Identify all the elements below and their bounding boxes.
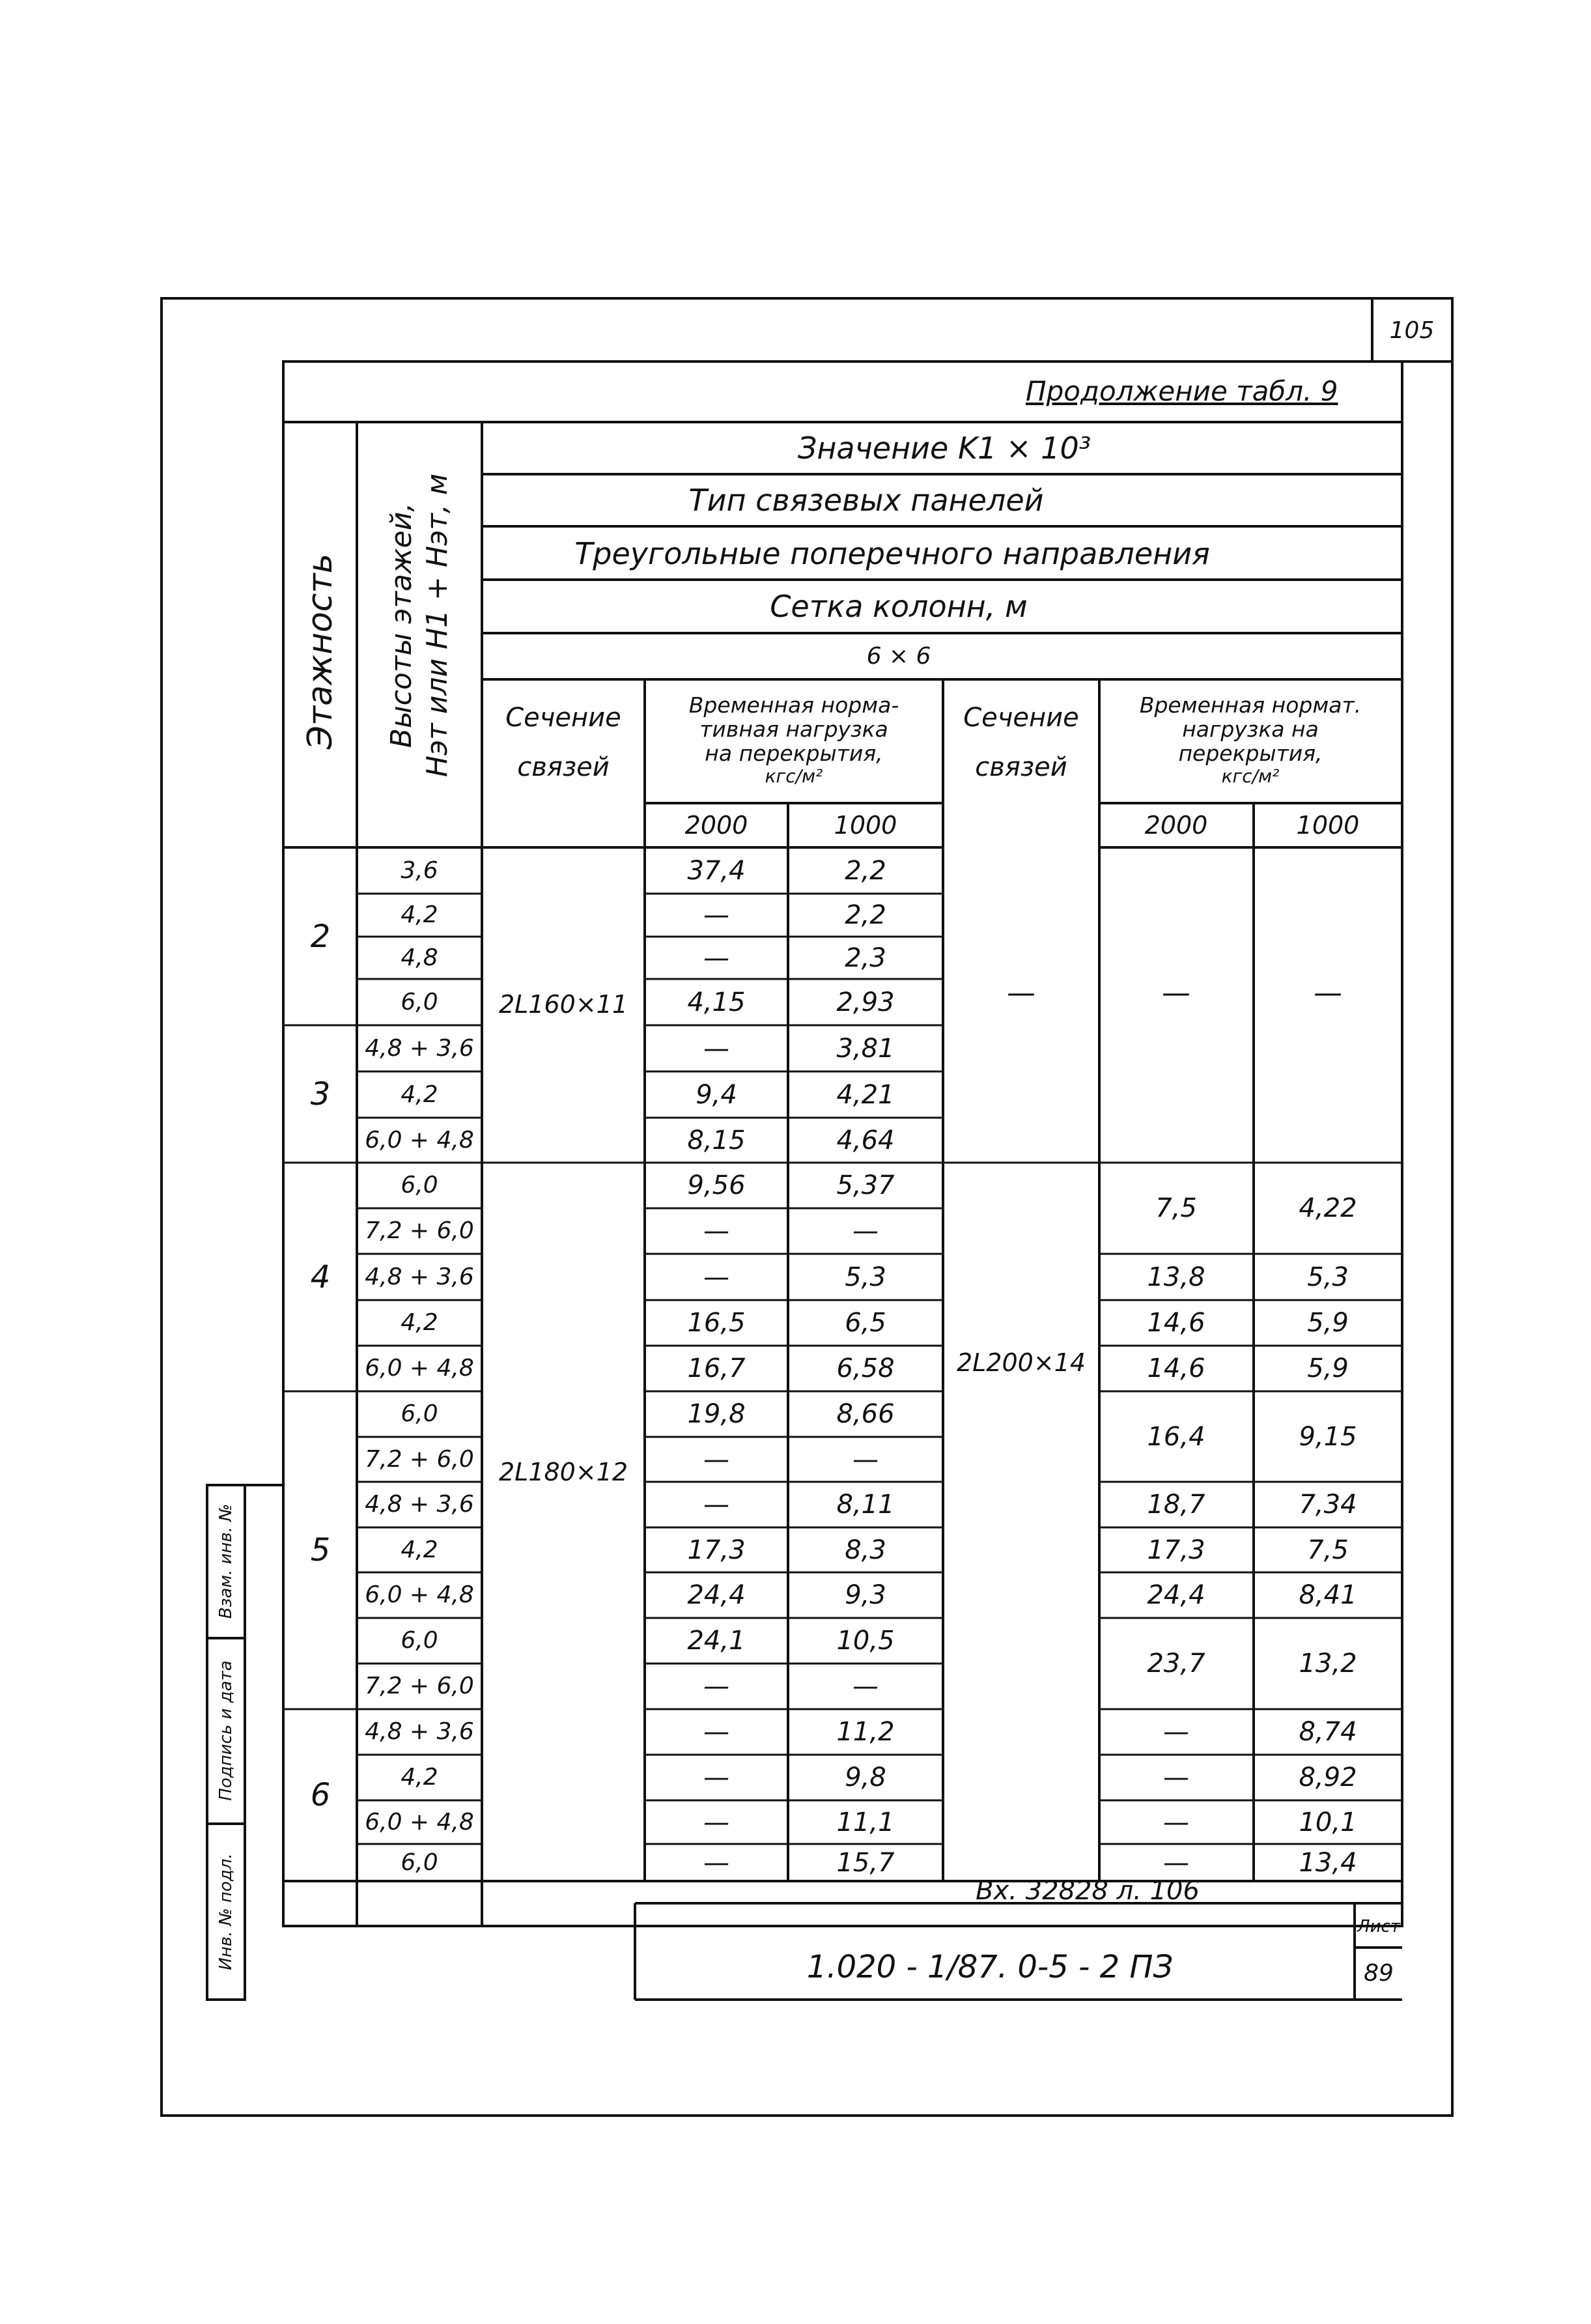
left-1000-value: 5,37: [836, 1170, 895, 1200]
load-1000-right: 1000: [1296, 811, 1360, 840]
section-header-left-line1: Сечение: [505, 703, 621, 733]
section-header-right-line2: связей: [975, 752, 1067, 782]
right-1000-value: 8,74: [1299, 1717, 1357, 1747]
page-number: 105: [1389, 317, 1435, 344]
col-header-floors: Этажность: [301, 553, 340, 750]
right-1000-value: 5,3: [1307, 1262, 1349, 1292]
left-1000-value: 8,11: [836, 1490, 895, 1520]
right-2000-value: 16,4: [1147, 1421, 1205, 1452]
load-2000-left: 2000: [684, 811, 748, 840]
left-2000-value: 16,5: [687, 1308, 746, 1338]
right-2000-value: 17,3: [1147, 1535, 1205, 1565]
left-2000-value: 24,1: [687, 1626, 746, 1656]
left-2000-value: —: [703, 1763, 729, 1793]
left-1000-value: 2,3: [845, 942, 886, 973]
stamp-sheet-label: Лист: [1357, 1917, 1400, 1936]
left-2000-value: —: [703, 1033, 729, 1064]
left-2000-value: 9,56: [687, 1170, 746, 1200]
left-1000-value: 8,3: [845, 1535, 886, 1565]
grid-title: Сетка колонн, м: [770, 589, 1028, 624]
side-strip-sign-label: Подпись и дата: [216, 1660, 236, 1801]
left-2000-value: —: [703, 1671, 729, 1701]
height-value: 4,8: [401, 944, 438, 971]
height-value: 7,2 + 6,0: [365, 1445, 474, 1473]
left-1000-value: 15,7: [836, 1847, 895, 1878]
floor-label: 5: [310, 1532, 331, 1568]
side-strip-inv-label: Инв. № подл.: [216, 1853, 236, 1970]
height-value: 6,0: [401, 1172, 438, 1198]
height-value: 6,0: [401, 1849, 438, 1876]
left-2000-value: 9,4: [696, 1079, 737, 1110]
load-header-left-line4: кгс/м²: [765, 765, 823, 787]
right-1000-value: 8,41: [1299, 1580, 1357, 1610]
left-2000-value: 37,4: [687, 855, 746, 886]
load-header-left-line2: тивная нагрузка: [699, 716, 888, 742]
right-1000-value: 13,2: [1299, 1649, 1357, 1679]
right-2000-value: 24,4: [1147, 1580, 1205, 1610]
left-1000-value: 9,8: [845, 1763, 886, 1793]
height-value: 6,0: [401, 988, 438, 1015]
left-1000-value: —: [852, 1444, 879, 1475]
col-header-heights-line2: Нэт или Н1 + Нэт, м: [421, 473, 454, 778]
right-1000-value: 9,15: [1299, 1421, 1357, 1452]
left-1000-value: 5,3: [845, 1262, 886, 1292]
reference-note: Вх. 32828 л. 106: [976, 1876, 1200, 1906]
right-1000-value: 5,9: [1307, 1353, 1349, 1383]
left-2000-value: —: [703, 1216, 729, 1246]
right-1000-value: 7,34: [1299, 1490, 1357, 1520]
left-2000-value: —: [703, 1262, 729, 1292]
left-1000-value: 9,3: [845, 1580, 886, 1610]
stamp-sheet-number: 89: [1364, 1960, 1394, 1987]
right-1000-value: 4,22: [1299, 1193, 1357, 1223]
load-header-right-line3: перекрытия,: [1178, 740, 1323, 766]
value-title: Значение K1 × 10³: [797, 431, 1091, 466]
load-header-right: [1140, 694, 1361, 786]
right-2000-value: 7,5: [1155, 1193, 1197, 1223]
right-2000-value: 14,6: [1147, 1308, 1205, 1338]
left-2000-value: —: [703, 1717, 729, 1747]
floor-label: 4: [310, 1258, 331, 1296]
height-value: 6,0 + 4,8: [365, 1808, 474, 1835]
height-value: 6,0: [401, 1400, 438, 1427]
right-2000-value: 13,8: [1147, 1262, 1205, 1292]
height-value: 4,8 + 3,6: [365, 1263, 474, 1290]
height-value: 4,8 + 3,6: [365, 1491, 474, 1518]
height-value: 3,6: [401, 857, 438, 884]
side-strip-replace-label: Взам. инв. №: [216, 1503, 236, 1619]
height-value: 4,2: [401, 1309, 438, 1336]
left-1000-value: 11,1: [836, 1807, 895, 1837]
left-2000-value: —: [703, 900, 729, 930]
stamp-document-code: 1.020 - 1/87. 0-5 - 2 ПЗ: [806, 1949, 1174, 1985]
height-value: 7,2 + 6,0: [365, 1673, 474, 1699]
load-header-right-line2: нагрузка на: [1182, 716, 1319, 742]
right-1000-value: 5,9: [1307, 1308, 1349, 1338]
height-value: 6,0 + 4,8: [365, 1581, 474, 1608]
left-2000-value: —: [703, 1444, 729, 1475]
load-header-left: [689, 694, 899, 786]
floor-label: 3: [310, 1075, 331, 1112]
floor-label: 6: [310, 1777, 331, 1813]
height-value: 4,2: [401, 1764, 438, 1791]
grid-value: 6 × 6: [866, 643, 931, 670]
left-1000-value: —: [852, 1216, 879, 1246]
left-1000-value: 10,5: [836, 1626, 895, 1656]
load-header-right-line4: кгс/м²: [1221, 765, 1280, 787]
panel-type-title: Тип связевых панелей: [688, 483, 1044, 518]
left-2000-value: —: [703, 1847, 729, 1878]
right-2000-value: —: [1163, 1763, 1189, 1793]
height-value: 4,8 + 3,6: [365, 1718, 474, 1745]
left-2000-value: —: [703, 1490, 729, 1520]
left-1000-value: 6,58: [836, 1353, 895, 1383]
left-1000-value: 4,64: [836, 1125, 895, 1155]
load-2000-right: 2000: [1144, 811, 1208, 840]
load-header-left-line1: Временная норма-: [688, 692, 899, 718]
left-1000-value: 2,93: [836, 987, 895, 1017]
right-1000-value: 7,5: [1307, 1535, 1349, 1565]
right-2000-value: —: [1163, 1847, 1189, 1878]
right-top-1000-dash: —: [1314, 976, 1342, 1010]
left-2000-value: —: [703, 942, 729, 973]
section-header-right: [963, 693, 1079, 792]
left-1000-value: 11,2: [836, 1717, 895, 1747]
section-right-dash: —: [1007, 976, 1035, 1010]
right-1000-value: 8,92: [1299, 1763, 1357, 1793]
right-2000-value: 18,7: [1147, 1490, 1205, 1520]
load-header-right-line1: Временная нормат.: [1139, 692, 1362, 718]
section-header-left: [505, 693, 621, 792]
left-1000-value: 2,2: [845, 900, 886, 930]
right-2000-value: —: [1163, 1807, 1189, 1837]
left-1000-value: 2,2: [845, 855, 886, 886]
section-2L180x12: 2L180×12: [498, 1458, 628, 1486]
section-header-left-line2: связей: [517, 752, 610, 782]
height-value: 4,2: [401, 901, 438, 928]
load-1000-left: 1000: [834, 811, 897, 840]
left-2000-value: 4,15: [687, 987, 746, 1017]
height-value: 4,8 + 3,6: [365, 1034, 474, 1062]
panel-kind-title: Треугольные поперечного направления: [574, 536, 1210, 571]
left-2000-value: —: [703, 1807, 729, 1837]
left-2000-value: 8,15: [687, 1125, 746, 1155]
right-1000-value: 13,4: [1299, 1847, 1357, 1878]
section-2L160x11: 2L160×11: [498, 990, 628, 1019]
left-1000-value: 4,21: [836, 1079, 895, 1110]
section-header-right-line1: Сечение: [963, 703, 1079, 733]
right-2000-value: 23,7: [1147, 1649, 1205, 1679]
height-value: 4,2: [401, 1536, 438, 1563]
left-2000-value: 16,7: [687, 1353, 746, 1383]
height-value: 6,0 + 4,8: [365, 1355, 474, 1382]
col-header-heights: [384, 474, 455, 777]
right-2000-value: —: [1163, 1717, 1189, 1747]
floor-label: 2: [310, 918, 331, 955]
continuation-label: Продолжение табл. 9: [1026, 375, 1338, 407]
load-header-left-line3: на перекрытия,: [705, 740, 883, 766]
left-1000-value: —: [852, 1671, 879, 1701]
left-2000-value: 17,3: [687, 1535, 746, 1565]
left-2000-value: 19,8: [687, 1399, 746, 1429]
right-top-2000-dash: —: [1162, 976, 1190, 1010]
height-value: 6,0 + 4,8: [365, 1126, 474, 1154]
height-value: 4,2: [401, 1081, 438, 1108]
col-header-heights-line1: Высоты этажей,: [385, 502, 418, 748]
height-value: 6,0: [401, 1627, 438, 1654]
right-1000-value: 10,1: [1299, 1807, 1357, 1837]
left-1000-value: 8,66: [836, 1399, 895, 1429]
left-1000-value: 6,5: [845, 1308, 886, 1338]
section-2L200x14: 2L200×14: [956, 1348, 1086, 1377]
right-2000-value: 14,6: [1147, 1353, 1205, 1383]
left-2000-value: 24,4: [687, 1580, 746, 1610]
height-value: 7,2 + 6,0: [365, 1217, 474, 1244]
left-1000-value: 3,81: [836, 1033, 895, 1064]
